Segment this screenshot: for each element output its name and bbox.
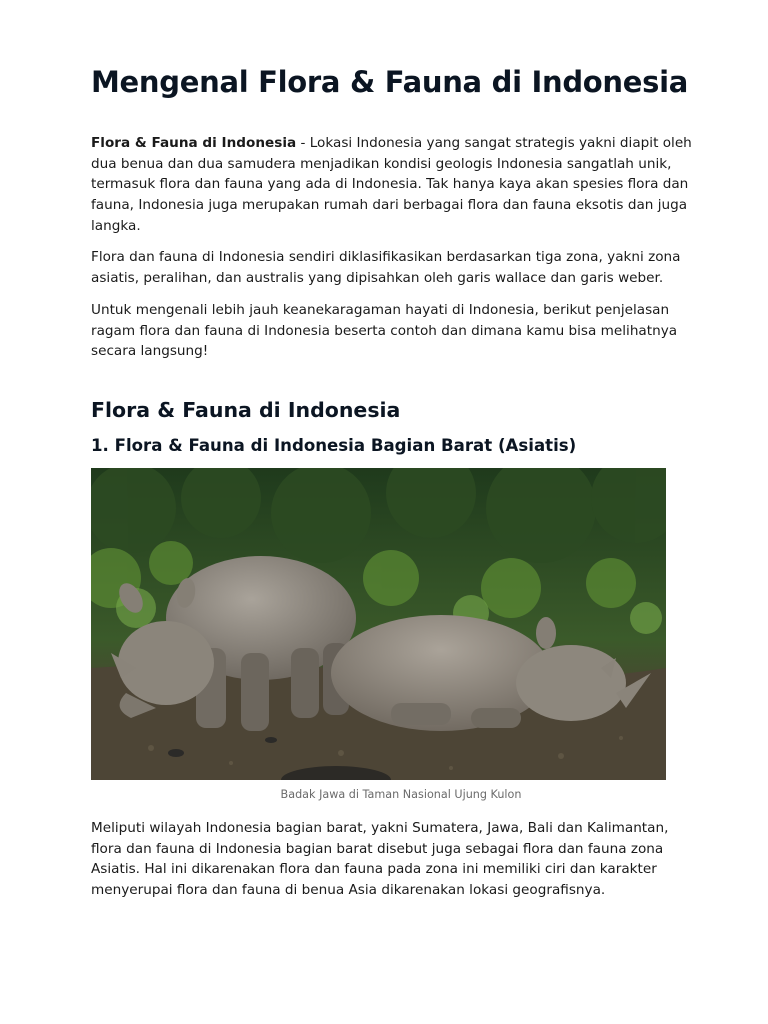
intro-bold-term: Flora & Fauna di Indonesia bbox=[91, 135, 297, 151]
article-title: Mengenal Flora & Fauna di Indonesia bbox=[91, 65, 689, 99]
subsection-heading: 1. Flora & Fauna di Indonesia Bagian Barat (Asiatis) bbox=[91, 436, 577, 455]
explore-paragraph: Untuk mengenali lebih jauh keanekaragaman hayati di Indonesia, berikut penjelasan ragam flora dan fauna di Indonesia beserta contoh dan dimana kamu bisa melihatnya secara langsung! bbox=[91, 302, 678, 360]
image-caption: Badak Jawa di Taman Nasional Ujung Kulon bbox=[280, 788, 522, 801]
rhino-photo bbox=[91, 468, 666, 780]
intro-paragraph bbox=[91, 133, 701, 237]
zones-paragraph: Flora dan fauna di Indonesia sendiri diklasifikasikan berdasarkan tiga zona, yakni zona asiatis, peralihan, dan australis yang dipisahkan oleh garis wallace dan garis weber. bbox=[91, 249, 681, 286]
intro-text: - Lokasi Indonesia yang sangat strategis yakni diapit oleh dua benua dan dua samudera menjadikan kondisi geologis Indonesia sangatlah unik, termasuk flora dan fauna yang ada di Indonesia. Tak hanya kaya akan spesies flora dan fauna, Indonesia juga merupakan rumah dari berbagai flora dan fauna eksotis dan juga langka. bbox=[91, 135, 692, 234]
western-zone-paragraph: Meliputi wilayah Indonesia bagian barat, yakni Sumatera, Jawa, Bali dan Kalimantan, flora dan fauna di Indonesia bagian barat disebut juga sebagai flora dan fauna zona Asiatis. Hal ini dikarenakan flora dan fauna pada zona ini memiliki ciri dan karakter menyerupai flora dan fauna di benua Asia dikarenakan lokasi geografisnya. bbox=[91, 820, 669, 899]
section-heading: Flora & Fauna di Indonesia bbox=[91, 398, 401, 422]
